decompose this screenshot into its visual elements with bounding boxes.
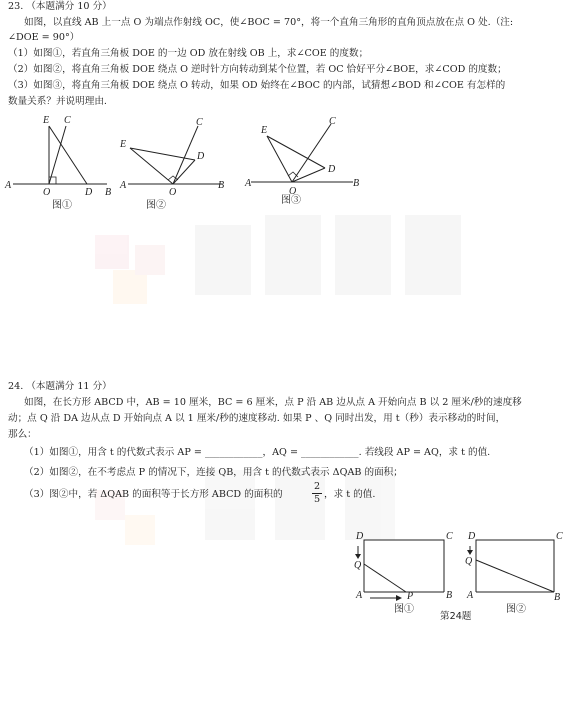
fig1-caption: 图① [52, 200, 72, 211]
fraction-numerator: 2 [313, 481, 321, 492]
q24-figure-2 [462, 530, 567, 622]
fig1-label-C: C [64, 115, 71, 126]
fig2-label-B: B [218, 180, 225, 191]
fig2-label-E: E [120, 139, 127, 150]
q24-part2: （2）如图②，在不考虑点 P 的情况下，连接 QB，用含 t 的代数式表示 ΔQAB 的面积； [24, 467, 403, 478]
q23-stem-line2: ∠DOE = 90°） [8, 32, 80, 43]
q24-stem-line1: 如图，在长方形 ABCD 中，AB = 10 厘米，BC = 6 厘米，点 P 沿 AB 边从点 A 开始向点 B 以 2 厘米/秒的速度移 [24, 397, 522, 408]
fig1-label-O: O [43, 187, 51, 198]
q24-header: 24. （本题满分 11 分） [8, 381, 112, 392]
q24-fig2-label-Q: Q [465, 556, 473, 567]
q24-fig2-label-B: B [554, 592, 561, 603]
fig3-label-D: D [328, 164, 336, 175]
q24-stem-line2: 动；点 Q 沿 DA 边从点 D 开始向点 A 以 1 厘米/秒的速度移动. 如果 P 、Q 同时出发，用 t（秒）表示移动的时间， [8, 413, 506, 424]
q23-figure-2 [118, 110, 233, 210]
q24-fig2-label-D: D [468, 531, 476, 542]
q24-fig1-label-B: B [446, 590, 453, 601]
q24-fig1-label-P: P [407, 591, 414, 602]
fig2-label-A: A [120, 180, 127, 191]
q23-part2: （2）如图②，将直角三角板 DOE 绕点 O 逆时针方向转动到某个位置，若 OC 恰好平分∠BOE，求∠COD 的度数； [8, 64, 507, 75]
fraction-denominator: 5 [313, 493, 321, 505]
fig2-label-C: C [196, 117, 203, 128]
q23-part1: （1）如图①，若直角三角板 DOE 的一边 OD 放在射线 OB 上，求∠COE 的度数； [8, 48, 369, 59]
fig1-label-D: D [85, 187, 93, 198]
q24-fig1-caption: 图① [394, 604, 414, 615]
q23-header: 23. （本题满分 10 分） [8, 1, 112, 12]
fig3-caption: 图③ [281, 195, 301, 206]
q24-part1: （1）如图①，用含 t 的代数式表示 AP = ____________，AQ = ____________. 若线段 AP = AQ，求 t 的值. [24, 447, 491, 458]
fig1-label-B: B [105, 187, 112, 198]
fig3-label-A: A [245, 178, 252, 189]
fig2-caption: 图② [146, 200, 166, 211]
q24-fig2-label-C: C [556, 531, 563, 542]
q24-stem-line3: 那么： [8, 429, 37, 440]
fig2-label-O: O [169, 187, 177, 198]
q24-fig1-label-C: C [446, 531, 453, 542]
q24-fig1-label-D: D [356, 531, 364, 542]
fig3-label-E: E [261, 125, 268, 136]
q24-part3-post: ，求 t 的值. [324, 489, 376, 500]
q24-fig1-label-A: A [356, 590, 363, 601]
q24-fraction [312, 482, 322, 504]
q24-part3-pre: （3）图②中，若 ΔQAB 的面积等于长方形 ABCD 的面积的 [24, 489, 283, 500]
q23-part3-line1: （3）如图③，将直角三角板 DOE 绕点 O 转动，如果 OD 始终在∠BOC 的内部，试猜想∠BOD 和∠COE 有怎样的 [8, 80, 506, 91]
q24-fig1-label-Q: Q [354, 560, 362, 571]
fig3-label-C: C [329, 116, 336, 127]
q23-figure-1 [5, 110, 120, 210]
q24-figure-title: 第24题 [440, 611, 472, 622]
q24-fig2-caption: 图② [506, 604, 526, 615]
q24-figure-1 [352, 530, 462, 622]
fig3-label-O: O [289, 186, 297, 197]
q24-fig2-label-A: A [467, 590, 474, 601]
q23-figure-3 [245, 110, 365, 210]
q23-stem-line1: 如图，以直线 AB 上一点 O 为端点作射线 OC，使∠BOC = 70°，将一个直角三角形的直角顶点放在点 O 处.（注: [24, 17, 514, 28]
fig1-label-A: A [5, 180, 12, 191]
fig1-label-E: E [43, 115, 50, 126]
fig2-label-D: D [197, 151, 205, 162]
q23-part3-line2: 数量关系？并说明理由. [8, 96, 107, 107]
fig3-label-B: B [353, 178, 360, 189]
